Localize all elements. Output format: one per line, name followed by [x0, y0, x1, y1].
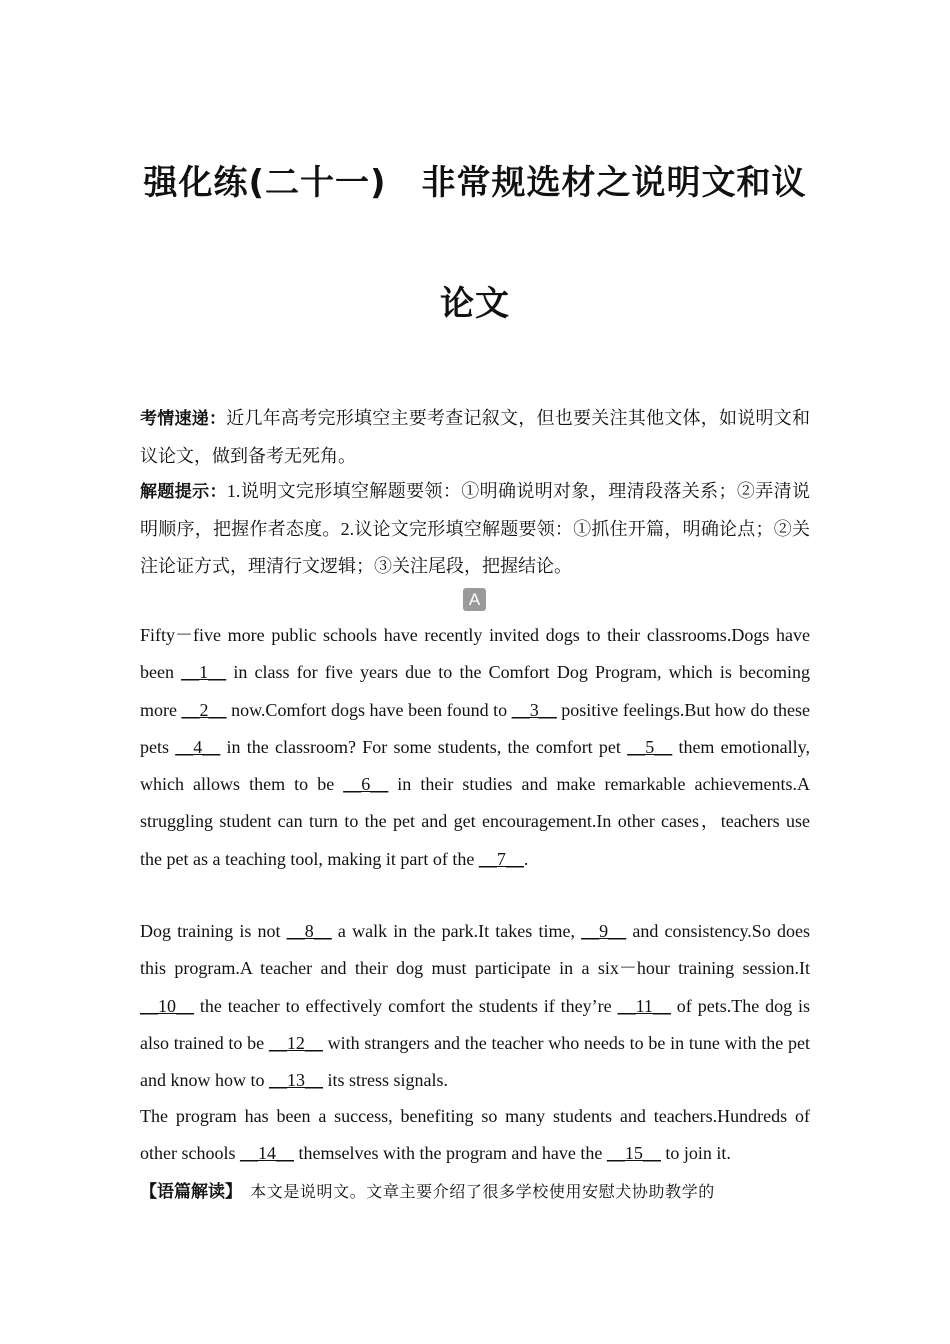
- passage-text: them emotionally, which allows them to be: [140, 736, 810, 795]
- passage-text: Fifty－five more public schools have recently invited dogs to their classrooms.Dogs have been: [140, 625, 810, 683]
- passage-text: a walk in the park.It takes time,: [331, 921, 582, 941]
- analysis-text: 本文是说明文。文章主要介绍了很多学校使用安慰犬协助教学的: [233, 1182, 715, 1201]
- blank-11: __11__: [617, 995, 671, 1016]
- blank-14: __14__: [239, 1143, 294, 1164]
- passage-text: and consistency.So does this program.A teacher and their dog must participate in a six－hour training session.It: [140, 921, 810, 979]
- passage-paragraph-2: [140, 913, 810, 1099]
- solving-tips-label: 解题提示：: [140, 482, 227, 502]
- passage-text: the teacher to effectively comfort the students if they’re: [194, 995, 618, 1016]
- blank-4: __4__: [175, 736, 221, 757]
- blank-10: __10__: [140, 995, 194, 1016]
- solving-tips-paragraph: [140, 473, 810, 585]
- passage-text: in their studies and make remarkable achievements.A struggling student can turn to the pet and get encouragement.In other cases，teachers use the pet as a teaching tool, making it part of the: [140, 774, 810, 869]
- passage-text: positive feelings.But how do these pets: [140, 699, 810, 757]
- passage-text: with strangers and the teacher who needs to be in tune with the pet and know how to: [140, 1032, 810, 1091]
- passage-text: to join it.: [660, 1143, 731, 1164]
- passage-text: of pets.The dog is also trained to be: [140, 995, 811, 1053]
- blank-12: __12__: [268, 1032, 323, 1053]
- page-title-line-1: 强化练(二十一) 非常规选材之说明文和议: [143, 163, 807, 203]
- passage-text: its stress signals.: [323, 1070, 449, 1091]
- passage-text: Dog training is not: [140, 921, 287, 941]
- blank-3: __3__: [511, 699, 557, 720]
- passage-text: .: [523, 848, 529, 869]
- section-marker: A: [463, 588, 486, 611]
- passage-paragraph-1: [140, 617, 810, 878]
- exam-trend-label: 考情速递：: [140, 409, 227, 429]
- blank-9: __9__: [581, 921, 627, 941]
- blank-15: __15__: [606, 1143, 661, 1164]
- passage-text: now.Comfort dogs have been found to: [226, 699, 512, 720]
- blank-7: __7__: [478, 848, 524, 869]
- passage-text: in class for five years due to the Comfort Dog Program, which is becoming more: [140, 662, 810, 720]
- page-title-line-2: 论文: [440, 284, 510, 324]
- blank-5: __5__: [627, 736, 673, 757]
- exam-trend-text: 近几年高考完形填空主要考查记叙文，但也要关注其他文体，如说明文和议论文，做到备考无死角。: [140, 408, 810, 466]
- blank-13: __13__: [269, 1070, 323, 1091]
- passage-text: in the classroom? For some students, the comfort pet: [220, 736, 628, 757]
- blank-6: __6__: [343, 774, 389, 795]
- exam-trend-paragraph: [140, 400, 810, 475]
- passage-analysis: [140, 1175, 810, 1209]
- blank-8: __8__: [286, 921, 332, 941]
- passage-text: The program has been a success, benefiting so many students and teachers.Hundreds of other schools: [140, 1106, 810, 1164]
- blank-1: __1__: [181, 662, 227, 683]
- passage-paragraph-3: [140, 1098, 810, 1173]
- passage-text: themselves with the program and have the: [293, 1143, 607, 1164]
- blank-2: __2__: [181, 699, 227, 720]
- solving-tips-text: 1.说明文完形填空解题要领：①明确说明对象，理清段落关系；②弄清说明顺序，把握作者态度。2.议论文完形填空解题要领：①抓住开篇，明确论点；②关注论证方式，理清行文逻辑；③关注尾段，把握结论。: [140, 481, 810, 576]
- analysis-label: 【语篇解读】: [140, 1182, 234, 1202]
